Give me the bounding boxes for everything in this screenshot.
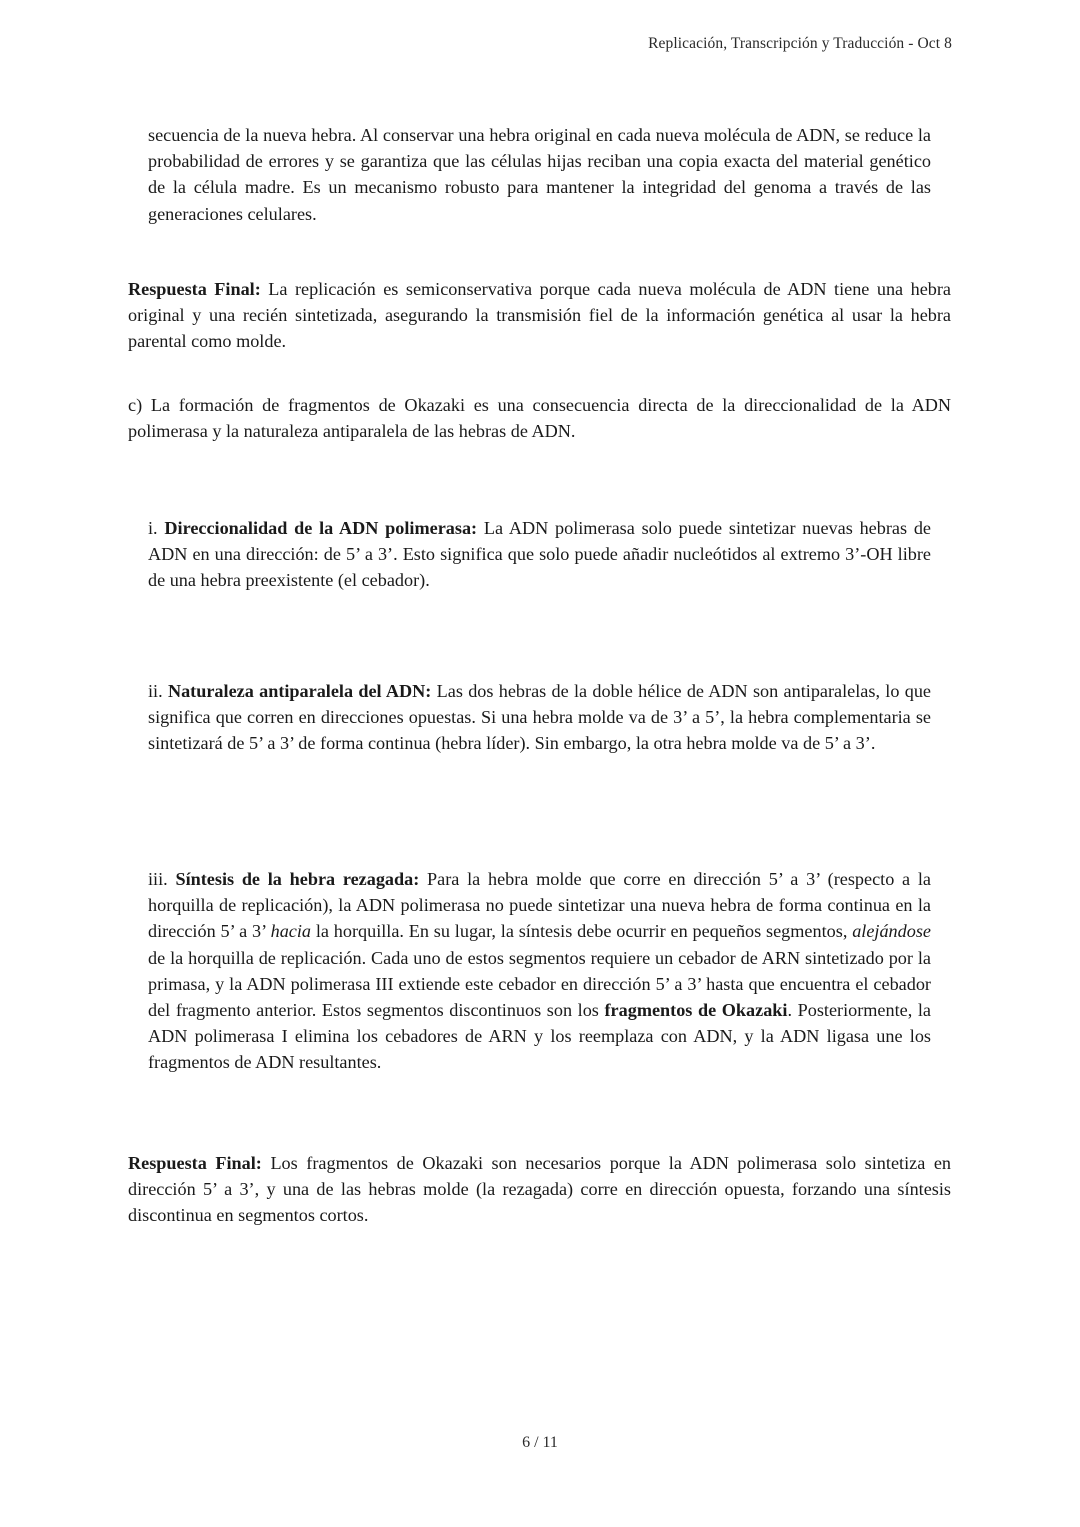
point-iii-text-4: . Posteriormente, la ADN polimerasa I elimina los cebadores de ARN y los reemplaza con ADN, y la ADN ligasa une los fragmentos de ADN resultantes. (148, 1000, 931, 1073)
running-header: Replicación, Transcripción y Traducción - Oct 8 (648, 35, 952, 52)
final-answer-label: Respuesta Final: (128, 1153, 262, 1173)
point-iii-paragraph (148, 866, 931, 1076)
final-answer-c (128, 1150, 951, 1229)
point-ii-text: Las dos hebras de la doble hélice de ADN son antiparalelas, lo que significa que corren en direcciones opuestas. Si una hebra molde va de 3’ a 5’, la hebra complementaria se sintetizará de 5’ a 3’ de forma continua (hebra líder). Sin embargo, la otra hebra molde va de 5’ a 3’. (148, 681, 931, 754)
point-i-text: La ADN polimerasa solo puede sintetizar nuevas hebras de ADN en una dirección: de 5’ a 3’. Esto significa que solo puede añadir nucleótidos al extremo 3’-OH libre de una hebra preexistente (el cebador). (148, 518, 931, 591)
point-iii-title: Síntesis de la hebra rezagada: (175, 869, 420, 889)
point-i-paragraph (148, 515, 931, 594)
point-iii-text-1: Para la hebra molde que corre en dirección 5’ a 3’ (respecto a la horquilla de replicación), la ADN polimerasa no puede sintetizar una nueva hebra de forma continua en la dirección 5’ a 3’ (148, 869, 931, 942)
point-iii-number: iii. (148, 869, 176, 889)
point-iii-text-2: la horquilla. En su lugar, la síntesis debe ocurrir en pequeños segmentos, (311, 921, 853, 942)
point-i-title: Direccionalidad de la ADN polimerasa: (164, 518, 478, 538)
final-answer-text: La replicación es semiconservativa porque cada nueva molécula de ADN tiene una hebra original y una recién sintetizada, asegurando la transmisión fiel de la información genética al usar la hebra parental como molde. (128, 279, 951, 352)
point-iii-okazaki-term: fragmentos de Okazaki (604, 1000, 788, 1021)
point-iii-emphasis-hacia: hacia (270, 921, 312, 942)
continuation-paragraph: secuencia de la nueva hebra. Al conservar una hebra original en cada nueva molécula de ADN, se reduce la probabilidad de errores y se garantiza que las células hijas reciban una copia exacta del material genético de la célula madre. Es un mecanismo robusto para mantener la integridad del genoma a través de las generaciones celulares. (148, 125, 931, 224)
point-ii-title: Naturaleza antiparalela del ADN: (167, 681, 432, 701)
point-ii-number: ii. (148, 681, 168, 701)
point-iii-emphasis-alejandose: alejándose (852, 921, 931, 942)
point-iii-text-3: de la horquilla de replicación. Cada uno de estos segmentos requiere un cebador de ARN sintetizado por la primasa, y la ADN polimerasa III extiende este cebador en dirección 5’ a 3’ hasta que encuentra el cebador del fragmento anterior. Estos segmentos discontinuos son los (148, 947, 931, 1021)
point-ii-paragraph (148, 678, 931, 757)
final-answer-text: Los fragmentos de Okazaki son necesarios porque la ADN polimerasa solo sintetiza en dirección 5’ a 3’, y una de las hebras molde (la rezagada) corre en dirección opuesta, forzando una síntesis discontinua en segmentos cortos. (128, 1153, 952, 1226)
point-i-number: i. (148, 518, 165, 538)
final-answer-b (128, 276, 951, 355)
part-c-intro: c) La formación de fragmentos de Okazaki es una consecuencia directa de la direccionalidad de la ADN polimerasa y la naturaleza antiparalela de las hebras de ADN. (128, 395, 951, 442)
final-answer-label: Respuesta Final: (128, 279, 261, 299)
page-number: 6 / 11 (522, 1434, 558, 1451)
